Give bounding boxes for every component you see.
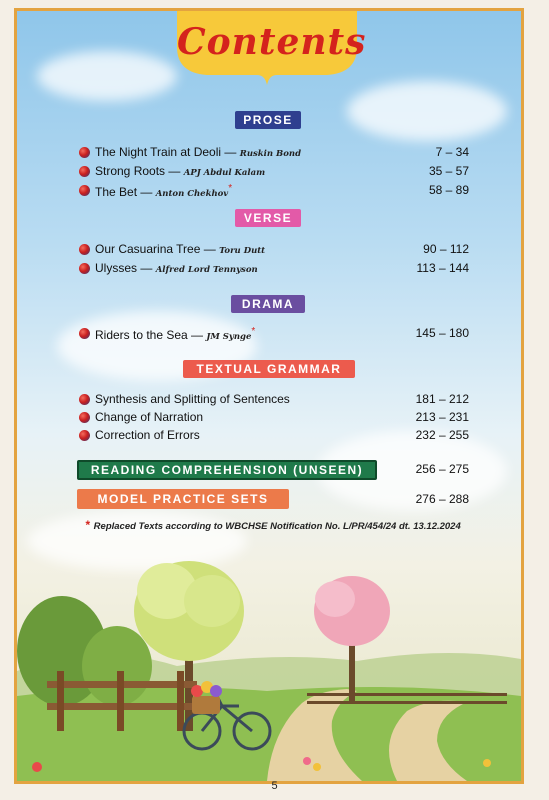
- bullet-icon: [79, 166, 90, 177]
- entry-pages: 113 – 144: [416, 261, 469, 275]
- entry-title: Change of Narration: [95, 410, 204, 424]
- section-reading-label[interactable]: READING COMPREHENSION (UNSEEN): [77, 460, 377, 480]
- toc-entry[interactable]: [79, 260, 469, 278]
- entry-pages: 145 – 180: [415, 326, 469, 340]
- section-verse-label: VERSE: [235, 209, 301, 227]
- replaced-star-icon: *: [251, 326, 256, 337]
- bullet-icon: [79, 430, 90, 441]
- entry-author: APJ Abdul Kalam: [183, 168, 266, 178]
- entry-pages: 181 – 212: [415, 392, 469, 406]
- entry-author: Alfred Lord Tennyson: [155, 265, 258, 275]
- entry-title: Strong Roots —: [95, 164, 181, 178]
- reading-pages: 256 – 275: [415, 462, 469, 476]
- entry-title: The Night Train at Deoli —: [95, 145, 237, 159]
- model-pages: 276 – 288: [415, 492, 469, 506]
- toc-entry[interactable]: [79, 241, 469, 259]
- bullet-icon: [79, 244, 90, 255]
- entry-title: Correction of Errors: [95, 428, 200, 442]
- entry-pages: 90 – 112: [423, 242, 469, 256]
- page-number: 5: [271, 780, 278, 792]
- entry-title: Ulysses —: [95, 261, 153, 275]
- replaced-star-icon: *: [228, 183, 233, 194]
- entry-pages: 232 – 255: [415, 428, 469, 442]
- toc-entry[interactable]: [79, 391, 469, 409]
- entry-author: Anton Chekhov: [155, 189, 229, 199]
- bullet-icon: [79, 412, 90, 423]
- bullet-icon: [79, 147, 90, 158]
- landscape-illustration: [17, 531, 521, 781]
- toc-entry[interactable]: [79, 163, 469, 181]
- entry-author: Ruskin Bond: [239, 149, 302, 159]
- replacement-note: [85, 518, 461, 532]
- bullet-icon: [79, 185, 90, 196]
- note-star-icon: *: [85, 518, 90, 532]
- entry-pages: 7 – 34: [435, 145, 469, 159]
- entry-pages: 35 – 57: [428, 164, 469, 178]
- bullet-icon: [79, 263, 90, 274]
- page-title: Contents: [177, 21, 367, 63]
- section-model-label[interactable]: MODEL PRACTICE SETS: [77, 489, 289, 509]
- entry-title: Our Casuarina Tree —: [95, 242, 216, 256]
- section-prose-label: PROSE: [235, 111, 301, 129]
- section-drama-label: DRAMA: [231, 295, 305, 313]
- bullet-icon: [79, 394, 90, 405]
- cloud: [347, 81, 507, 141]
- cloud: [37, 51, 177, 101]
- bullet-icon: [79, 328, 90, 339]
- entry-author: Toru Dutt: [219, 246, 266, 256]
- entry-title: Synthesis and Splitting of Sentences: [95, 392, 290, 406]
- toc-entry[interactable]: [79, 144, 469, 162]
- section-grammar-label: TEXTUAL GRAMMAR: [183, 360, 355, 378]
- entry-author: JM Synge: [206, 332, 252, 342]
- toc-entry[interactable]: [79, 182, 469, 200]
- toc-entry[interactable]: [79, 325, 469, 343]
- entry-pages: 213 – 231: [415, 410, 469, 424]
- entry-pages: 58 – 89: [428, 183, 469, 197]
- entry-title: Riders to the Sea —: [95, 328, 204, 342]
- toc-entry[interactable]: [79, 409, 469, 427]
- entry-title: The Bet —: [95, 185, 153, 199]
- contents-page: [14, 8, 524, 784]
- note-text: Replaced Texts according to WBCHSE Notification No. L/PR/454/24 dt. 13.12.2024: [93, 521, 461, 532]
- toc-entry[interactable]: [79, 427, 469, 445]
